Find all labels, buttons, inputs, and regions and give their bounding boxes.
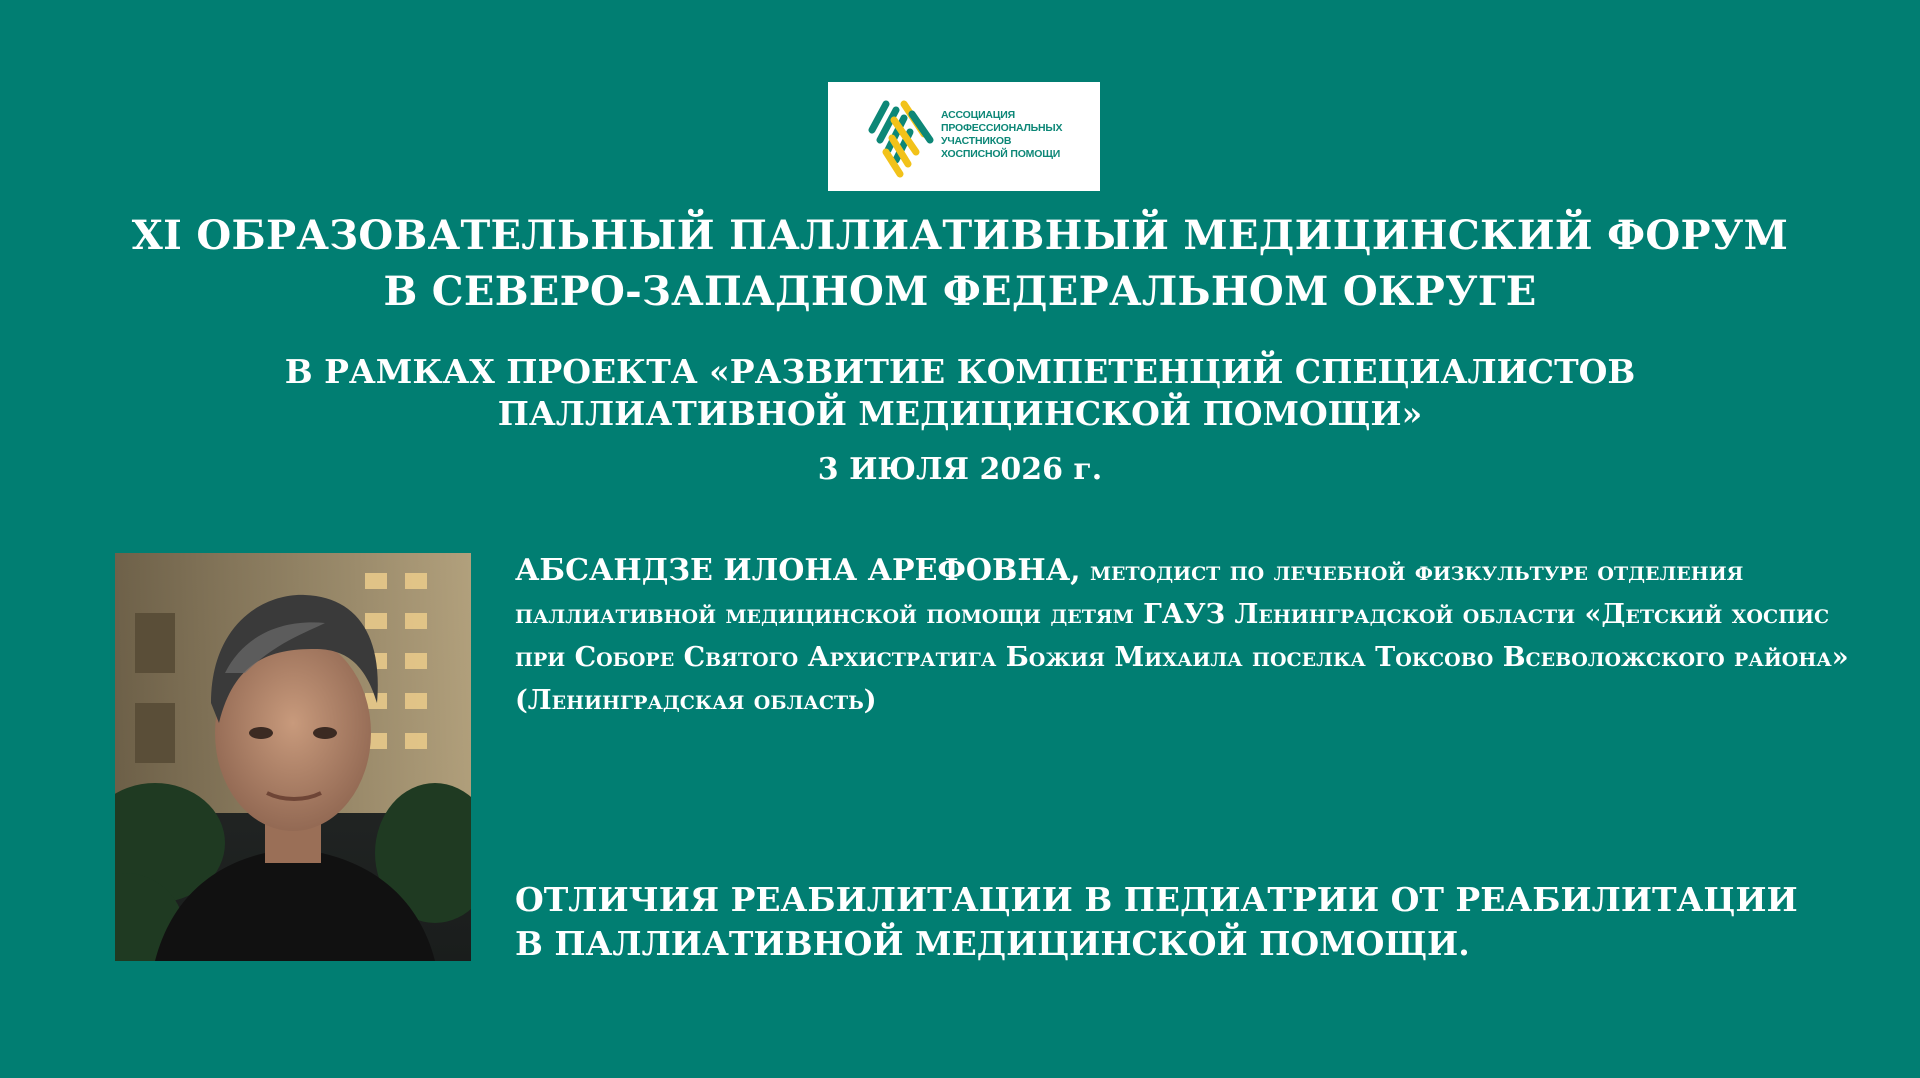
- talk-title-line: В ПАЛЛИАТИВНОЙ МЕДИЦИНСКОЙ ПОМОЩИ.: [515, 924, 1470, 963]
- forum-title-line: В СЕВЕРО-ЗАПАДНОМ ФЕДЕРАЛЬНОМ ОКРУГЕ: [383, 268, 1537, 315]
- project-subtitle-line: ПАЛЛИАТИВНОЙ МЕДИЦИНСКОЙ ПОМОЩИ»: [497, 394, 1423, 433]
- talk-title-line: ОТЛИЧИЯ РЕАБИЛИТАЦИИ В ПЕДИАТРИИ ОТ РЕАБИЛИТАЦИИ: [515, 880, 1798, 919]
- event-date: 3 ИЮЛЯ 2026 г.: [817, 452, 1103, 487]
- hands-logo-icon: [864, 90, 936, 184]
- speaker-description: методист по лечебной физкультуре отделения паллиативной медицинской помощи детям ГАУЗ Ленинградской области «Детский хоспис при Соборе Святого Архистратига Божия Михаила поселка Токсово Всеволожского района» (Ленинградская область): [515, 556, 1849, 716]
- speaker-name: АБСАНДЗЕ ИЛОНА АРЕФОВНА,: [515, 553, 1081, 588]
- project-subtitle-line: В РАМКАХ ПРОЕКТА «РАЗВИТИЕ КОМПЕТЕНЦИЙ СПЕЦИАЛИСТОВ: [284, 352, 1636, 391]
- logo-wordmark: [941, 109, 1062, 161]
- forum-title: [0, 208, 1920, 320]
- speaker-photo: [115, 553, 471, 961]
- project-subtitle: [0, 351, 1920, 435]
- logo-line: УЧАСТНИКОВ: [941, 135, 1012, 147]
- association-logo: [828, 82, 1100, 191]
- logo-line: ПРОФЕССИОНАЛЬНЫХ: [941, 122, 1063, 134]
- forum-title-line: XI ОБРАЗОВАТЕЛЬНЫЙ ПАЛЛИАТИВНЫЙ МЕДИЦИНСКИЙ ФОРУМ: [131, 212, 1789, 259]
- talk-title: [515, 878, 1815, 966]
- speaker-info: [515, 549, 1885, 722]
- logo-line: ХОСПИСНОЙ ПОМОЩИ: [941, 148, 1061, 160]
- logo-line: АССОЦИАЦИЯ: [941, 109, 1015, 121]
